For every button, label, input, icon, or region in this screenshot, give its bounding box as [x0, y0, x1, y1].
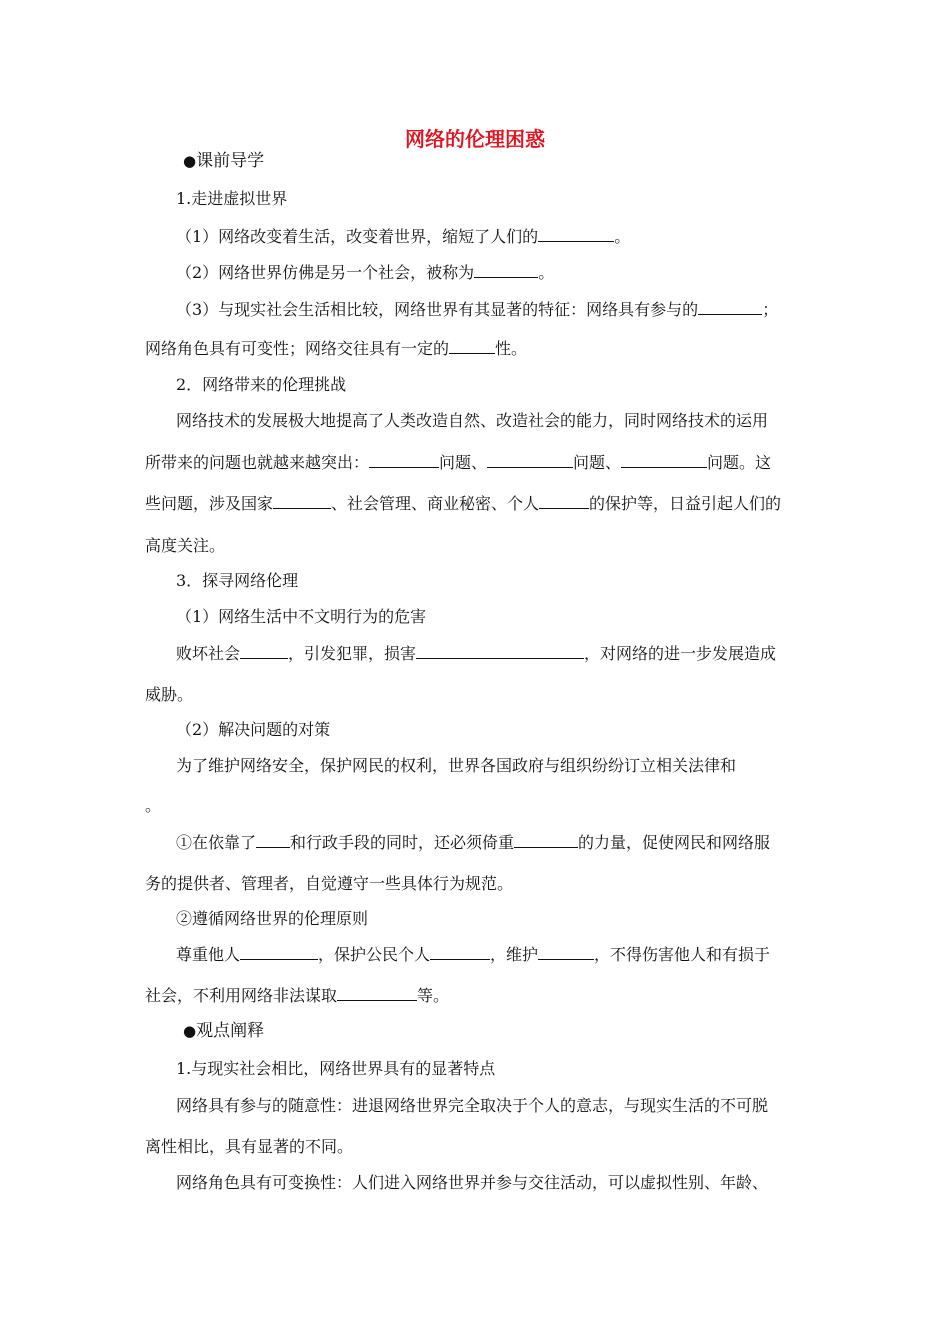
fill-blank[interactable]: [240, 945, 318, 960]
paragraph-line: （3）与现实社会生活相比较，网络世界有其显著的特征：网络具有参与的 ；: [176, 300, 779, 319]
fill-blank[interactable]: [240, 644, 288, 659]
fill-blank[interactable]: [430, 945, 490, 960]
section-heading-preview: [183, 150, 264, 172]
paragraph-line: 网络角色具有可变换性：人们进入网络世界并参与交往活动，可以虚拟性别、年龄、: [176, 1173, 769, 1192]
fill-blank[interactable]: [514, 833, 578, 848]
fill-blank[interactable]: [487, 453, 573, 468]
item-heading: 3．探寻网络伦理: [176, 571, 299, 590]
paragraph-line: 网络角色具有可变性；网络交往具有一定的 性。: [145, 339, 528, 358]
fill-blank[interactable]: [538, 227, 614, 242]
item-heading: 1.与现实社会相比，网络世界具有的显著特点: [176, 1059, 496, 1078]
paragraph-line: 社会，不利用网络非法谋取 等。: [145, 986, 450, 1005]
sub-heading: ②遵循网络世界的伦理原则: [176, 909, 369, 928]
paragraph-line: 务的提供者、管理者，自觉遵守一些具体行为规范。: [145, 874, 514, 893]
paragraph-line: 网络技术的发展极大地提高了人类改造自然、改造社会的能力，同时网络技术的运用: [176, 411, 769, 430]
paragraph-line: 些问题，涉及国家 、社会管理、商业秘密、个人 的保护等，日益引起人们的: [145, 494, 782, 513]
fill-blank[interactable]: [698, 300, 762, 315]
sub-heading: （2）解决问题的对策: [176, 720, 331, 739]
paragraph-line: ①在依靠了 和行政手段的同时，还必须倚重 的力量，促使网民和网络服: [176, 833, 771, 852]
fill-blank[interactable]: [449, 339, 495, 354]
item-heading: 1.走进虚拟世界: [176, 189, 288, 208]
fill-blank[interactable]: [621, 453, 707, 468]
bullet-icon: ●: [183, 1022, 197, 1040]
fill-blank[interactable]: [273, 494, 331, 509]
fill-blank[interactable]: [256, 833, 290, 848]
item-heading: 2．网络带来的伦理挑战: [176, 375, 347, 394]
paragraph-line: 威胁。: [145, 685, 194, 704]
bullet-icon: ●: [183, 152, 197, 170]
section-heading-viewpoints: [183, 1020, 264, 1042]
paragraph-line: （2）网络世界仿佛是另一个社会，被称为 。: [176, 263, 555, 282]
fill-blank[interactable]: [416, 644, 584, 659]
paragraph-line: 为了维护网络安全，保护网民的权利，世界各国政府与组织纷纷订立相关法律和: [176, 756, 737, 775]
page-title: 网络的伦理困惑: [405, 127, 545, 151]
fill-blank[interactable]: [539, 494, 589, 509]
fill-blank[interactable]: [337, 986, 417, 1001]
section-title: 观点阐释: [196, 1021, 265, 1041]
sub-heading: （1）网络生活中不文明行为的危害: [176, 607, 427, 626]
fill-blank[interactable]: [538, 945, 594, 960]
section-title: 课前导学: [196, 151, 265, 171]
paragraph-line: 败坏社会 ，引发犯罪，损害 ，对网络的进一步发展造成: [176, 644, 777, 663]
fill-blank[interactable]: [369, 453, 439, 468]
paragraph-line: （1）网络改变着生活，改变着世界，缩短了人们的 。: [176, 227, 631, 246]
paragraph-line: 。: [145, 796, 162, 815]
paragraph-line: 高度关注。: [145, 536, 226, 555]
fill-blank[interactable]: [474, 263, 538, 278]
paragraph-line: 尊重他人 ，保护公民个人 ，维护 ，不得伤害他人和有损于: [176, 945, 771, 964]
paragraph-line: 网络具有参与的随意性：进退网络世界完全取决于个人的意志，与现实生活的不可脱: [176, 1096, 769, 1115]
paragraph-line: 所带来的问题也就越来越突出： 问题、 问题、 问题。这: [145, 453, 772, 472]
paragraph-line: 离性相比，具有显著的不同。: [145, 1137, 354, 1156]
